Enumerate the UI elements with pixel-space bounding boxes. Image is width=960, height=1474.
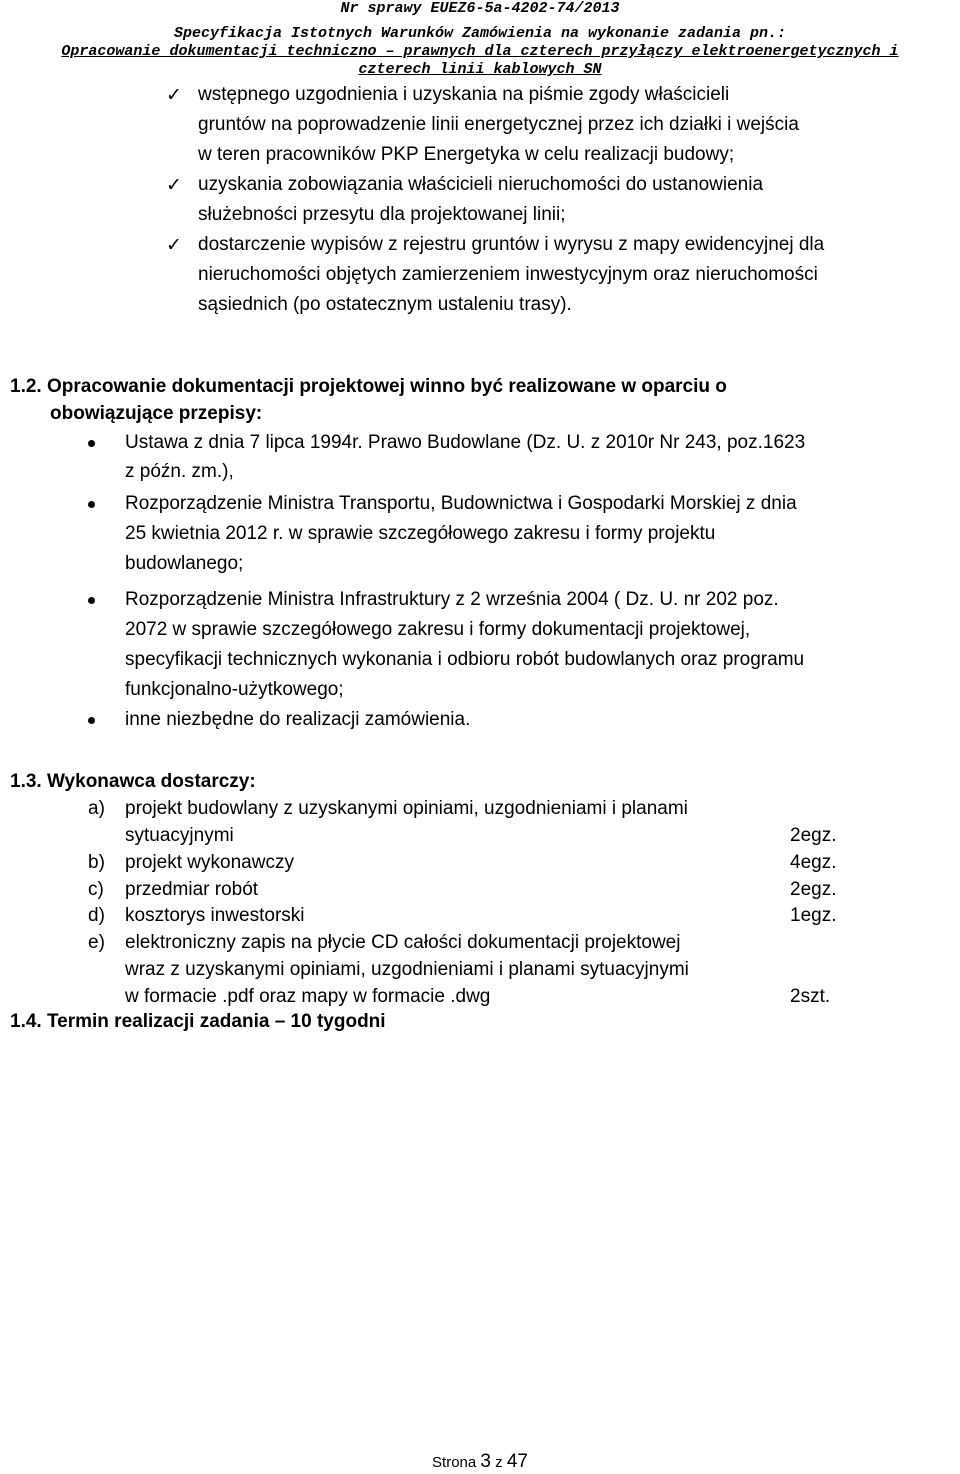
list-item-text: wstępnego uzgodnienia i uzyskania na piśmie zgody właścicieli bbox=[198, 84, 730, 105]
project-title-line1: Opracowanie dokumentacji techniczno – prawnych dla czterech przyłączy elektroenergetycznych i bbox=[61, 43, 899, 60]
page-total: 47 bbox=[506, 1451, 528, 1472]
item-quantity: 2szt. bbox=[790, 986, 831, 1007]
item-letter: b) bbox=[88, 852, 105, 873]
checkmark-icon: ✓ bbox=[166, 234, 182, 256]
list-item-text: Ustawa z dnia 7 lipca 1994r. Prawo Budowlane (Dz. U. z 2010r Nr 243, poz.1623 bbox=[125, 432, 806, 453]
project-title-line2: czterech linii kablowych SN bbox=[358, 61, 602, 78]
item-text: przedmiar robót bbox=[125, 879, 259, 900]
page-label: Strona bbox=[432, 1454, 481, 1471]
bullet-icon bbox=[88, 501, 95, 508]
item-quantity: 2egz. bbox=[790, 825, 837, 846]
section-heading-1-3: 1.3. Wykonawca dostarczy: bbox=[10, 771, 256, 792]
list-item-text: dostarczenie wypisów z rejestru gruntów i wyrysu z mapy ewidencyjnej dla bbox=[198, 234, 825, 255]
section-heading-1-2: 1.2. Opracowanie dokumentacji projektowej winno być realizowane w oparciu o bbox=[10, 376, 727, 397]
list-item-text: uzyskania zobowiązania właścicieli nieruchomości do ustanowienia bbox=[198, 174, 764, 195]
item-text: elektroniczny zapis na płycie CD całości dokumentacji projektowej bbox=[125, 932, 681, 953]
item-text: wraz z uzyskanymi opiniami, uzgodnieniami i planami sytuacyjnymi bbox=[125, 959, 689, 980]
checkmark-icon: ✓ bbox=[166, 174, 182, 196]
list-item-text: gruntów na poprowadzenie linii energetycznej przez ich działki i wejścia bbox=[198, 114, 799, 135]
list-item-text: nieruchomości objętych zamierzeniem inwestycyjnym oraz nieruchomości bbox=[198, 264, 818, 285]
bullet-icon bbox=[88, 597, 95, 604]
item-text: projekt wykonawczy bbox=[125, 852, 294, 873]
item-quantity: 4egz. bbox=[790, 852, 837, 873]
list-item-text: funkcjonalno-użytkowego; bbox=[125, 679, 344, 700]
list-item-text: służebności przesytu dla projektowanej linii; bbox=[198, 204, 566, 225]
spec-title: Specyfikacja Istotnych Warunków Zamówienia na wykonanie zadania pn.: bbox=[173, 25, 787, 42]
item-letter: e) bbox=[88, 932, 105, 953]
list-item-text: 25 kwietnia 2012 r. w sprawie szczegółowego zakresu i formy projektu bbox=[125, 523, 716, 544]
bullet-icon bbox=[88, 717, 95, 724]
item-text: sytuacyjnymi bbox=[125, 825, 234, 846]
page-number bbox=[0, 1452, 960, 1473]
item-letter: c) bbox=[88, 879, 104, 900]
item-text: projekt budowlany z uzyskanymi opiniami, uzgodnieniami i planami bbox=[125, 798, 688, 819]
list-item-text: 2072 w sprawie szczegółowego zakresu i formy dokumentacji projektowej, bbox=[125, 619, 751, 640]
page-current: 3 bbox=[480, 1451, 491, 1472]
item-text: w formacie .pdf oraz mapy w formacie .dwg bbox=[125, 986, 491, 1007]
item-letter: d) bbox=[88, 905, 105, 926]
list-item-text: z późn. zm.), bbox=[125, 461, 234, 482]
item-quantity: 2egz. bbox=[790, 879, 837, 900]
page-separator: z bbox=[490, 1454, 507, 1471]
section-heading-1-4: 1.4. Termin realizacji zadania – 10 tygodni bbox=[10, 1011, 386, 1032]
section-heading-1-2-cont: obowiązujące przepisy: bbox=[50, 403, 263, 424]
bullet-icon bbox=[88, 440, 95, 447]
item-text: kosztorys inwestorski bbox=[125, 905, 305, 926]
item-quantity: 1egz. bbox=[790, 905, 837, 926]
list-item-text: sąsiednich (po ostatecznym ustaleniu trasy). bbox=[198, 294, 572, 315]
case-number: Nr sprawy EUEZ6-5a-4202-74/2013 bbox=[340, 0, 620, 17]
list-item-text: budowlanego; bbox=[125, 553, 244, 574]
checkmark-icon: ✓ bbox=[166, 84, 182, 106]
list-item-text: Rozporządzenie Ministra Infrastruktury z 2 września 2004 ( Dz. U. nr 202 poz. bbox=[125, 589, 779, 610]
list-item-text: specyfikacji technicznych wykonania i odbioru robót budowlanych oraz programu bbox=[125, 649, 805, 670]
list-item-text: w teren pracowników PKP Energetyka w celu realizacji budowy; bbox=[198, 144, 735, 165]
list-item-text: Rozporządzenie Ministra Transportu, Budownictwa i Gospodarki Morskiej z dnia bbox=[125, 493, 797, 514]
list-item-text: inne niezbędne do realizacji zamówienia. bbox=[125, 709, 471, 730]
item-letter: a) bbox=[88, 798, 105, 819]
